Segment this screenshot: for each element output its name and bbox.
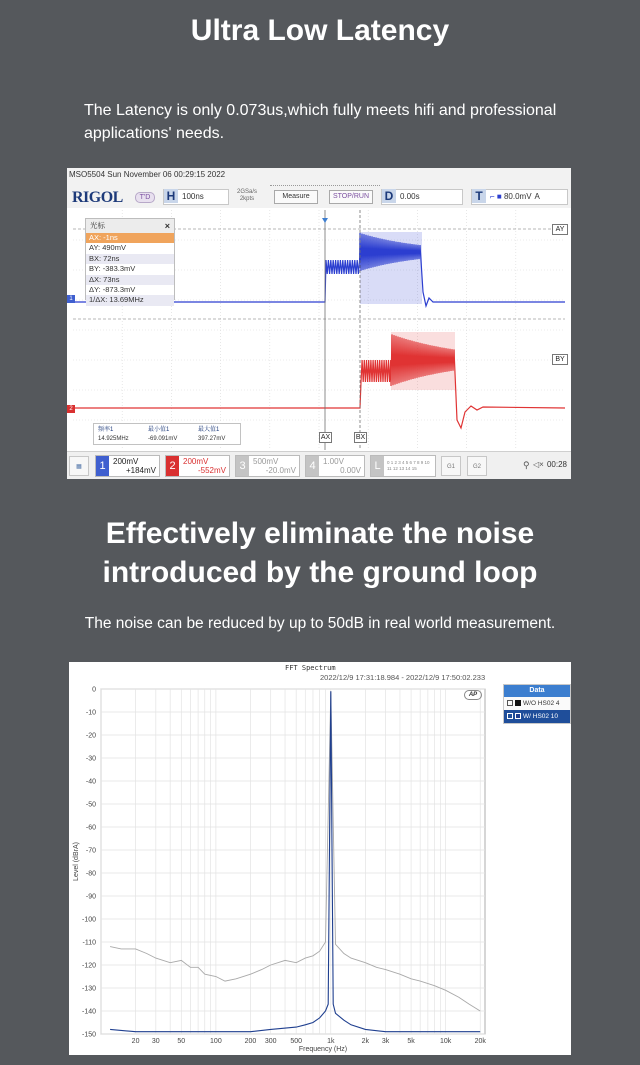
channel-4-offset: 0.00V: [340, 466, 361, 475]
channel-2-button[interactable]: [165, 455, 230, 477]
cursor-by-label: BY: [552, 354, 568, 365]
channel-bar: [67, 451, 571, 479]
measurement-panel: [93, 423, 241, 445]
noise-description: The noise can be reduced by up to 50dB in real world measurement.: [84, 615, 556, 632]
y-tick-label: -140: [81, 1008, 96, 1016]
channel-1-button[interactable]: [95, 455, 160, 477]
oscilloscope-screenshot: [67, 168, 571, 479]
fft-plot: [69, 662, 571, 1055]
fft-title: FFT Spectrum: [285, 664, 336, 672]
scope-toolbar: [67, 168, 571, 208]
measure-min-label: 最小值1: [148, 427, 170, 433]
fft-spectrum-chart: [69, 662, 571, 1055]
section-title-ground-loop: [0, 514, 640, 592]
y-axis-label: Level (dBrA): [73, 842, 80, 881]
cursor-popup-header: [86, 219, 174, 233]
cursor-bx-label: BX: [355, 434, 366, 441]
x-tick-label: 100: [210, 1038, 222, 1045]
channel-2-envelope: [391, 332, 455, 390]
y-tick-label: -70: [85, 847, 96, 855]
cursor-row-bx: BX: 72ns: [86, 254, 174, 264]
fft-plot-area: [101, 689, 485, 1034]
y-tick-label: -60: [85, 824, 96, 832]
y-tick-label: -90: [85, 893, 96, 901]
x-tick-label: 20: [131, 1038, 140, 1045]
channel-1-num: 1: [96, 456, 109, 476]
cursor-popup-title: 光标: [90, 221, 105, 230]
delay-letter: D: [382, 189, 396, 203]
channel-3-button[interactable]: [235, 455, 300, 477]
ap-logo: AP: [464, 690, 482, 700]
channel-1-offset: +184mV: [125, 466, 156, 475]
x-tick-label: 20k: [474, 1038, 486, 1045]
measure-max-value: 397.27mV: [198, 436, 226, 442]
x-tick-label: 30: [151, 1038, 160, 1045]
scope-model-datetime: MSO5504 Sun November 06 00:29:15 2022: [69, 170, 226, 179]
channel-2-marker[interactable]: 2: [67, 405, 75, 413]
measure-max: [198, 426, 246, 444]
measure-min-value: -69.091mV: [148, 436, 178, 442]
channel-2-num: 2: [166, 456, 179, 476]
legend-label: W/ HS02 10: [523, 713, 559, 720]
delay-value: 0.00s: [400, 192, 420, 201]
y-tick-label: -30: [85, 755, 96, 763]
trigger-level: 80.0mV: [503, 192, 532, 201]
trigger-edge-icon: ⌐ ■: [490, 192, 504, 201]
x-tick-label: 300: [264, 1038, 277, 1045]
checkbox-icon[interactable]: [507, 700, 513, 706]
channel-1-marker[interactable]: 1: [67, 295, 75, 303]
sample-rate: 2GSa/s: [236, 189, 257, 195]
title-line-2: introduced by the ground loop: [102, 556, 538, 589]
legend-item-without[interactable]: [504, 697, 570, 710]
y-tick-label: -110: [82, 939, 96, 947]
cursor-ax-label: AX: [320, 434, 331, 441]
trigger-channel: A: [534, 192, 540, 201]
memory-depth: 2kpts: [239, 196, 255, 202]
measure-min: [148, 426, 196, 444]
cursor-row-ay: AY: 490mV: [89, 243, 126, 253]
channel-3-num: 3: [236, 456, 249, 476]
x-tick-label: 1k: [327, 1038, 335, 1045]
logic-channels: 0 1 2 3 4 5 6 7 8 9 10 11 12 13 14 15: [387, 460, 430, 471]
fft-legend: [503, 684, 571, 724]
measure-frequency-label: 频率1: [98, 427, 114, 433]
legend-label: W/O HS02 4: [523, 700, 560, 707]
scope-clock: 00:28: [546, 460, 567, 469]
cursor-row-dy: ΔY: -873.3mV: [89, 285, 136, 295]
cursor-row-dx: ΔX: 73ns: [86, 275, 174, 285]
channel-1-scale: 200mV: [113, 457, 139, 466]
measure-max-label: 最大值1: [198, 427, 220, 433]
measure-button[interactable]: Measure: [274, 190, 318, 204]
channel-3-offset: -20.0mV: [265, 466, 296, 475]
fft-daterange: 2022/12/9 17:31:18.984 - 2022/12/9 17:50:02.233: [320, 673, 486, 682]
y-tick-label: -10: [85, 709, 96, 717]
title-line-1: Effectively eliminate the noise: [105, 517, 535, 550]
y-tick-label: -130: [81, 985, 96, 993]
channel-2-scale: 200mV: [183, 457, 209, 466]
speaker-icon[interactable]: ◁×: [533, 460, 544, 469]
logic-analyzer-button[interactable]: [370, 455, 436, 477]
x-tick-label: 3k: [381, 1038, 390, 1045]
cursor-row-ax: AX: -1ns: [86, 233, 174, 243]
delay-button[interactable]: [381, 189, 463, 205]
trigger-letter: T: [472, 189, 486, 203]
y-tick-label: -100: [81, 916, 96, 924]
y-tick-label: 0: [92, 686, 96, 694]
channel-3-scale: 500mV: [253, 457, 279, 466]
x-tick-label: 5k: [407, 1038, 415, 1045]
close-icon[interactable]: ×: [164, 221, 170, 231]
channel-4-scale: 1.00V: [323, 457, 344, 466]
y-tick-label: -20: [85, 732, 96, 740]
cursor-row-inv-dx: 1/ΔX: 13.69MHz: [86, 295, 174, 305]
channel-2-offset: -552mV: [197, 466, 226, 475]
channel-4-button[interactable]: [305, 455, 365, 477]
x-tick-label: 500: [290, 1038, 303, 1045]
y-tick-label: -40: [85, 778, 96, 786]
x-tick-label: 200: [244, 1038, 257, 1045]
logic-letter: L: [371, 456, 384, 476]
x-tick-label: 2k: [361, 1038, 370, 1045]
checkbox-icon[interactable]: [507, 713, 513, 719]
legend-swatch: [515, 700, 521, 706]
measure-frequency: [98, 426, 146, 444]
section-title-latency: Ultra Low Latency: [190, 14, 450, 47]
y-tick-label: -80: [85, 870, 96, 878]
legend-swatch: [515, 713, 521, 719]
generator-1-icon[interactable]: G1: [441, 456, 461, 476]
sample-info: [233, 189, 261, 203]
cursor-row-by: BY: -383.3mV: [89, 264, 136, 274]
channel-1-envelope: [360, 232, 422, 304]
home-icon[interactable]: ▦: [69, 456, 89, 476]
legend-item-with[interactable]: [504, 710, 570, 723]
x-tick-label: 50: [177, 1038, 186, 1045]
measure-frequency-value: 14.925MHz: [98, 436, 129, 442]
legend-header: Data: [504, 685, 570, 697]
timebase-value: 100ns: [182, 192, 204, 201]
x-axis-label: Frequency (Hz): [298, 1046, 348, 1053]
timebase-button[interactable]: [163, 189, 229, 205]
usb-icon: ⚲: [523, 460, 530, 470]
trigger-button[interactable]: [471, 189, 568, 205]
cursor-ay-label: AY: [552, 224, 568, 235]
y-tick-label: -150: [81, 1031, 96, 1039]
x-tick-label: 10k: [440, 1038, 452, 1045]
memory-bar: [270, 185, 380, 189]
generator-2-icon[interactable]: G2: [467, 456, 487, 476]
rigol-logo: RIGOL: [72, 189, 123, 206]
cursor-readout-popup: [85, 218, 175, 305]
latency-description: The Latency is only 0.073us,which fully meets hifi and professional applications' needs.: [84, 102, 557, 142]
stop-run-button[interactable]: STOP/RUN: [329, 190, 373, 204]
channel-4-num: 4: [306, 456, 319, 476]
y-tick-label: -120: [81, 962, 96, 970]
mode-badge: T'D: [135, 192, 155, 203]
timebase-letter: H: [164, 189, 178, 203]
y-tick-label: -50: [85, 801, 96, 809]
